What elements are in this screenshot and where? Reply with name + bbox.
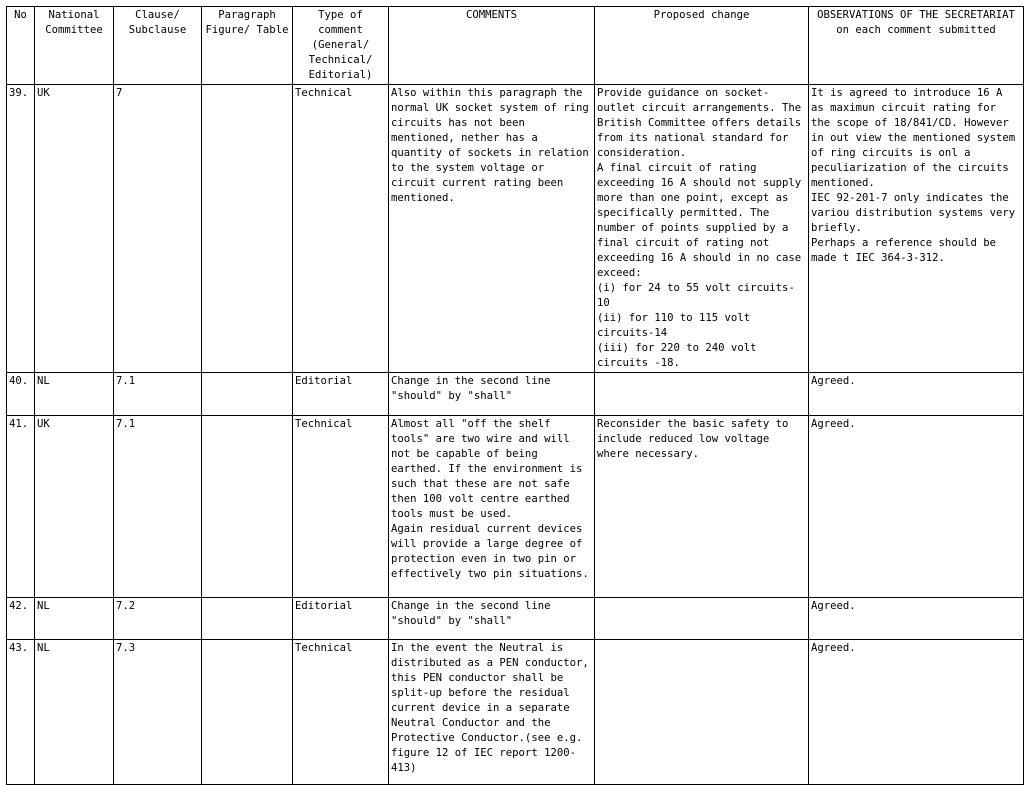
row-comment: Change in the second line "should" by "shall" xyxy=(389,373,595,416)
row-clause: 7.2 xyxy=(114,598,202,640)
row-paragraph xyxy=(202,640,293,785)
header-row xyxy=(7,7,1024,85)
row-comment: In the event the Neutral is distributed as a PEN conductor, this PEN conductor shall be split-up before the residual current device in a separate Neutral Conductor and the Protective Conductor.(see e.g. figure 12 of IEC report 1200-413) xyxy=(389,640,595,785)
row-no: 40. xyxy=(7,373,35,416)
row-comment: Almost all "off the shelf tools" are two wire and will not be capable of being earthed. If the environment is such that these are not safe then 100 volt centre earthed tools must be used. Again residual current devices will provide a large degree of protection even in two pin or effectively two pin situations. xyxy=(389,416,595,598)
header-proposed-change: Proposed change xyxy=(595,7,809,85)
row-paragraph xyxy=(202,598,293,640)
row-observation: Agreed. xyxy=(809,373,1024,416)
header-no: No xyxy=(7,7,35,85)
row-clause: 7.1 xyxy=(114,416,202,598)
row-paragraph xyxy=(202,85,293,373)
row-national-committee: UK xyxy=(35,85,114,373)
row-proposed-change: Reconsider the basic safety to include reduced low voltage where necessary. xyxy=(595,416,809,598)
row-national-committee: UK xyxy=(35,416,114,598)
row-clause: 7.1 xyxy=(114,373,202,416)
row-no: 43. xyxy=(7,640,35,785)
row-comment: Also within this paragraph the normal UK socket system of ring circuits has not been mentioned, nether has a quantity of sockets in relation to the system voltage or circuit current rating been mentioned. xyxy=(389,85,595,373)
header-clause: Clause/ Subclause xyxy=(114,7,202,85)
row-clause: 7.3 xyxy=(114,640,202,785)
row-no: 42. xyxy=(7,598,35,640)
row-clause: 7 xyxy=(114,85,202,373)
row-national-committee: NL xyxy=(35,373,114,416)
row-type: Editorial xyxy=(293,598,389,640)
row-national-committee: NL xyxy=(35,640,114,785)
row-no: 41. xyxy=(7,416,35,598)
row-type: Editorial xyxy=(293,373,389,416)
table-row xyxy=(7,85,1024,373)
row-observation: It is agreed to introduce 16 A as maximun circuit rating for the scope of 18/841/CD. However in out view the mentioned system of ring circuits is onl a peculiarization of the circuits mentioned. IEC 92-201-7 only indicates the variou distribution systems very briefly. Perhaps a reference should be made t IEC 364-3-312. xyxy=(809,85,1024,373)
row-proposed-change: Provide guidance on socket-outlet circuit arrangements. The British Committee offers details from its national standard for consideration. A final circuit of rating exceeding 16 A should not supply more than one point, except as specifically permitted. The number of points supplied by a final circuit of rating not exceeding 16 A should in no case exceed: (i) for 24 to 55 volt circuits- 10 (ii) for 110 to 115 volt circuits-14 (iii) for 220 to 240 volt circuits -18. xyxy=(595,85,809,373)
row-type: Technical xyxy=(293,640,389,785)
header-national-committee: National Committee xyxy=(35,7,114,85)
row-type: Technical xyxy=(293,416,389,598)
header-observations: OBSERVATIONS OF THE SECRETARIAT on each comment submitted xyxy=(809,7,1024,85)
row-proposed-change xyxy=(595,373,809,416)
row-no: 39. xyxy=(7,85,35,373)
table-row xyxy=(7,416,1024,598)
row-paragraph xyxy=(202,416,293,598)
table-row xyxy=(7,598,1024,640)
row-proposed-change xyxy=(595,640,809,785)
table-row xyxy=(7,373,1024,416)
table-row xyxy=(7,640,1024,785)
row-type: Technical xyxy=(293,85,389,373)
row-comment: Change in the second line "should" by "shall" xyxy=(389,598,595,640)
row-observation: Agreed. xyxy=(809,416,1024,598)
row-proposed-change xyxy=(595,598,809,640)
row-observation: Agreed. xyxy=(809,640,1024,785)
row-national-committee: NL xyxy=(35,598,114,640)
header-paragraph: Paragraph Figure/ Table xyxy=(202,7,293,85)
header-comments: COMMENTS xyxy=(389,7,595,85)
row-paragraph xyxy=(202,373,293,416)
comments-table xyxy=(6,6,1024,785)
header-type: Type of comment (General/ Technical/ Editorial) xyxy=(293,7,389,85)
row-observation: Agreed. xyxy=(809,598,1024,640)
